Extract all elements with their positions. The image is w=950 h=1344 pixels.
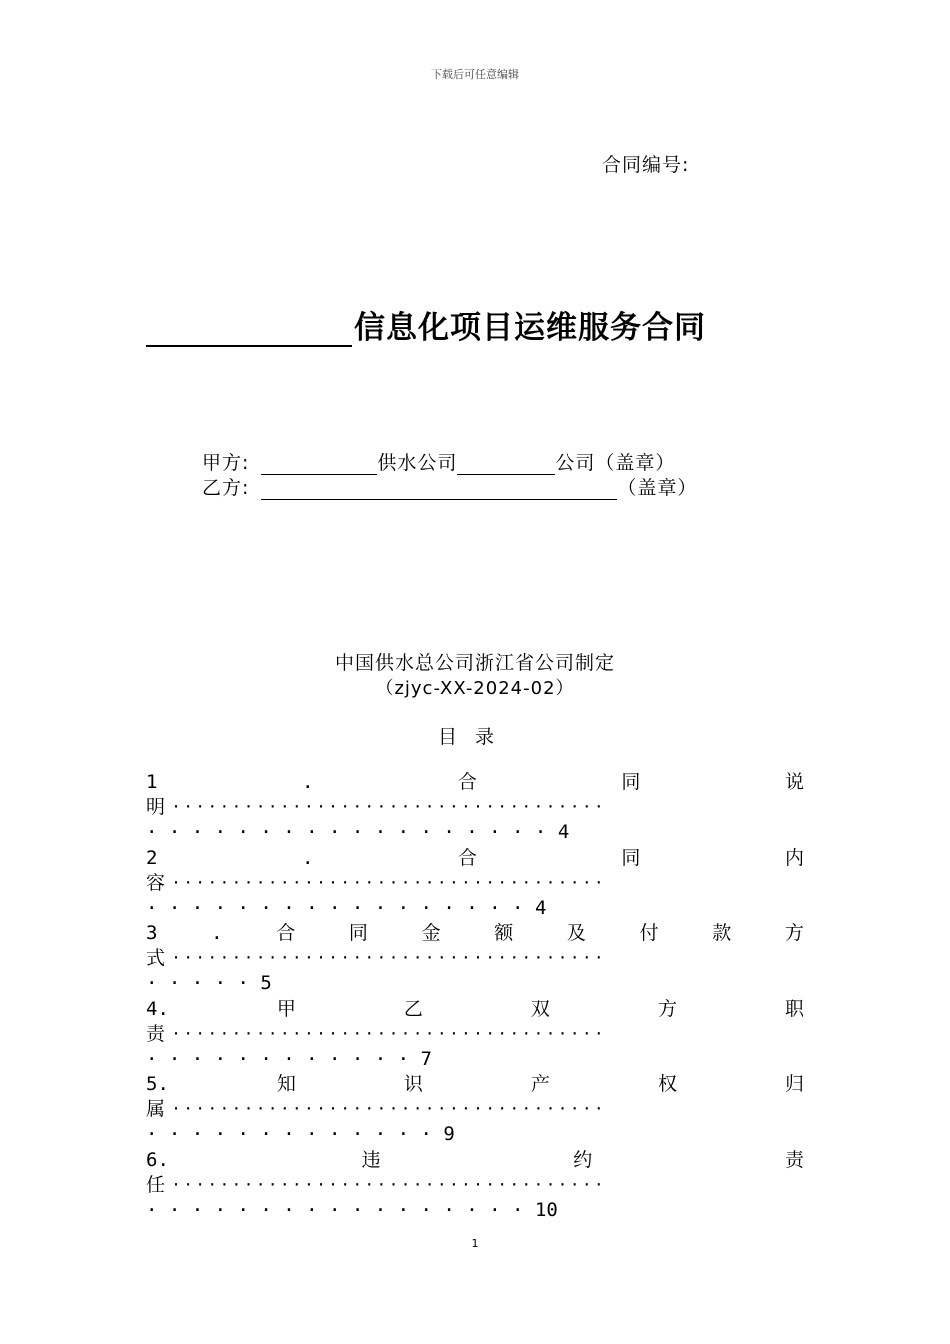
toc-leader-dots: · · · · · · · · · · · · · · · · · (146, 1198, 535, 1221)
toc-leader-dots: · · · · · · · · · · · · · · · · · (146, 896, 535, 919)
toc-title-char: 识 (403, 1073, 423, 1095)
toc-title-tail: 容 (146, 871, 166, 894)
title-text: 信息化项目运维服务合同 (354, 310, 706, 346)
document-code: （zjyc-XX-2024-02） (375, 678, 575, 699)
party-b-suffix: （盖章） (617, 477, 698, 499)
toc-title-char: 合 (457, 771, 477, 793)
toc-title-char: . (211, 922, 223, 944)
toc-title: 目录 (437, 726, 512, 748)
toc-page-number: 4 (557, 821, 570, 843)
toc-leader-line (146, 820, 804, 845)
toc-entry-title (146, 997, 804, 1022)
toc-title-tail: 式 (146, 947, 166, 969)
party-a-suffix: 公司（盖章） (555, 452, 676, 474)
toc-title-char: 6. (146, 1148, 169, 1171)
toc-title-char: 合 (457, 846, 477, 869)
toc-leader-line (146, 971, 804, 996)
toc-entry[interactable] (146, 770, 804, 846)
party-a-line (202, 448, 675, 475)
title-blank-line (146, 309, 352, 347)
document-title (146, 302, 706, 347)
toc-title-char: 产 (530, 1073, 550, 1095)
toc-title-char: 说 (784, 771, 804, 793)
toc-title-char: 权 (657, 1073, 677, 1095)
contract-number-label: 合同编号: (602, 154, 690, 176)
toc-leader-dots: · · · · · · · · · · · · · · · · · · · · · · · · · · · · · · · · · · · · (173, 947, 602, 969)
party-a-blank-1 (261, 454, 377, 475)
toc-title-char: 职 (784, 997, 804, 1020)
party-b-blank (261, 479, 617, 500)
party-b-line (202, 473, 697, 500)
toc-title-char: 双 (530, 997, 550, 1020)
toc-leader-line (146, 1047, 804, 1072)
toc-leader-dots: · · · · · · · · · · · · · · · · · · · · · · · · · · · · · · · · · · · · (173, 796, 602, 818)
toc-title-char: 2 (146, 846, 158, 869)
toc-page-number: 4 (534, 896, 547, 919)
toc-title-char: 乙 (403, 997, 423, 1020)
party-a-blank-2 (457, 454, 555, 475)
toc-leader-line (146, 896, 804, 921)
toc-title-char: 同 (621, 846, 641, 869)
toc-entry-title (146, 846, 804, 871)
toc-entry-title (146, 1148, 804, 1173)
toc-leader-dots: · · · · · · · · · · · · · · · · · · · · · · · · · · · · · · · · · · · · (173, 871, 602, 894)
toc-title-char: 约 (573, 1148, 593, 1171)
party-b-label: 乙方: (202, 477, 250, 499)
toc-title-char: 甲 (276, 997, 296, 1020)
toc-title-char: 同 (348, 922, 368, 944)
toc-title-tail: 责 (146, 1022, 166, 1045)
toc-title-char: 1 (146, 771, 158, 793)
toc-title-char: 知 (276, 1073, 296, 1095)
toc-leader-dots: · · · · · · · · · · · · · (146, 1123, 444, 1145)
party-a-label: 甲方: (202, 452, 250, 474)
toc-title-char: 款 (712, 922, 732, 944)
toc-title-tail: 属 (146, 1098, 166, 1120)
party-a-mid: 供水公司 (377, 452, 458, 474)
issuer-line: 中国供水总公司浙江省公司制定 (334, 652, 615, 674)
page-number: 1 (471, 1237, 479, 1250)
toc-page-number: 7 (420, 1047, 432, 1070)
toc-leader-dots: · · · · · · · · · · · · · · · · · · · · · · · · · · · · · · · · · · · · (173, 1022, 602, 1045)
toc-title-tail: 明 (146, 796, 166, 818)
toc-title-char: 违 (361, 1148, 381, 1171)
toc-leader-dots: · · · · · · · · · · · · · · · · · · (146, 821, 558, 843)
toc-title-char: 同 (621, 771, 641, 793)
toc-title-char: 合 (276, 922, 296, 944)
toc-entry[interactable] (146, 846, 804, 922)
toc-entry[interactable] (146, 1072, 804, 1148)
toc-entry-title (146, 770, 804, 795)
toc-title-char: 金 (421, 922, 441, 944)
table-of-contents (146, 770, 804, 1223)
toc-page-number: 10 (534, 1198, 558, 1221)
toc-title-char: 及 (566, 922, 586, 944)
toc-title-char: 方 (657, 997, 677, 1020)
toc-leader-line (146, 1122, 804, 1147)
toc-title-char: 方 (784, 922, 804, 944)
toc-title-char: 5. (146, 1073, 169, 1095)
toc-entry-title (146, 1072, 804, 1097)
toc-leader-dots: · · · · · · · · · · · · (146, 1047, 421, 1070)
toc-page-number: 5 (260, 972, 272, 994)
toc-title-char: 3 (146, 922, 158, 944)
header-note: 下载后可任意编辑 (431, 68, 519, 81)
toc-entry[interactable] (146, 921, 804, 997)
toc-title-char: 内 (784, 846, 804, 869)
toc-title-char: . (301, 846, 314, 869)
toc-entry[interactable] (146, 997, 804, 1073)
toc-title-char: 归 (784, 1073, 804, 1095)
toc-leader-dots: · · · · · (146, 972, 261, 994)
toc-page-number: 9 (443, 1123, 455, 1145)
toc-leader-dots: · · · · · · · · · · · · · · · · · · · · · · · · · · · · · · · · · · · · (173, 1098, 602, 1120)
toc-title-char: 4. (146, 997, 169, 1020)
toc-leader-dots: · · · · · · · · · · · · · · · · · · · · · · · · · · · · · · · · · · · · (173, 1173, 602, 1196)
toc-title-char: 责 (784, 1148, 804, 1171)
toc-title-char: 额 (494, 922, 514, 944)
toc-entry[interactable] (146, 1148, 804, 1224)
toc-leader-line (146, 1198, 804, 1223)
toc-title-tail: 任 (146, 1173, 166, 1196)
toc-title-char: 付 (639, 922, 659, 944)
toc-entry-title (146, 921, 804, 946)
toc-title-char: . (301, 771, 314, 793)
